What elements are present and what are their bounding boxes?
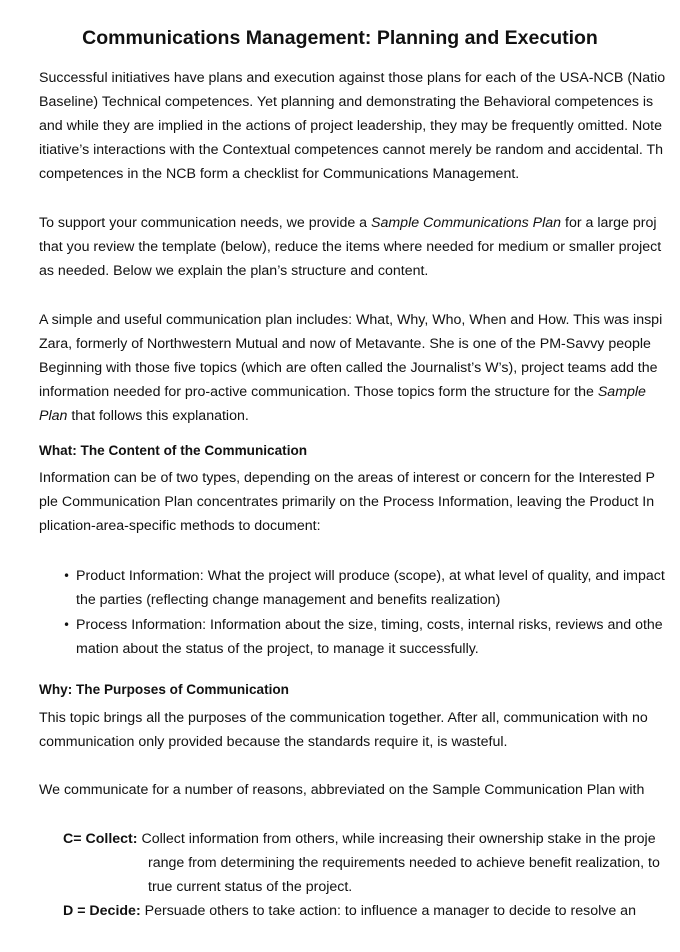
what-line-2: ple Communication Plan concentrates primarily on the Process Information, leaving the Product In [39, 494, 655, 510]
collect-term: C= Collect: [63, 831, 138, 847]
paragraph-2-line-1: To support your communication needs, we provide a Sample Communications Plan for a large proj [39, 215, 657, 231]
paragraph-2-line-3: as needed. Below we explain the plan’s structure and content. [39, 263, 429, 279]
paragraph-3-line-5: Plan that follows this explanation. [39, 408, 249, 424]
section-heading-what: What: The Content of the Communication [39, 443, 308, 458]
bullet-process-line-1: Process Information: Information about the size, timing, costs, internal risks, reviews and othe [76, 617, 663, 633]
paragraph-1-line-3: and while they are implied in the actions of project leadership, they may be frequently omitted. Note [39, 118, 663, 134]
page-title: Communications Management: Planning and Execution [82, 27, 598, 49]
sample-emphasis: Sample [597, 384, 646, 400]
bullet-product-line-1: Product Information: What the project will produce (scope), at what level of quality, and impact [76, 568, 665, 584]
what-line-1: Information can be of two types, depending on the areas of interest or concern for the Interested P [39, 470, 655, 486]
section-heading-why: Why: The Purposes of Communication [39, 682, 289, 697]
bullet-product-line-2: the parties (reflecting change management and benefits realization) [76, 592, 501, 608]
paragraph-1-line-5: competences in the NCB form a checklist for Communications Management. [39, 166, 520, 182]
paragraph-2-line-2: that you review the template (below), reduce the items where needed for medium or smaller project [39, 239, 662, 255]
collect-line-1: C= Collect: Collect information from others, while increasing their ownership stake in the proje [63, 831, 656, 847]
what-line-3: plication-area-specific methods to document: [39, 518, 321, 534]
paragraph-3-line-1: A simple and useful communication plan includes: What, Why, Who, When and How. This was inspi [39, 312, 663, 328]
why-line-1: This topic brings all the purposes of the communication together. After all, communication with no [39, 710, 648, 726]
paragraph-1-line-4: itiative’s interactions with the Contextual competences cannot merely be random and accidental. Th [39, 142, 664, 158]
paragraph-3-line-2: Zara, formerly of Northwestern Mutual and now of Metavante. She is one of the PM-Savvy people [39, 336, 651, 352]
collect-line-2: range from determining the requirements needed to achieve benefit realization, to [148, 855, 660, 871]
sample-plan-emphasis: Sample Communications Plan [371, 215, 562, 231]
bullet-icon: • [63, 569, 71, 583]
decide-line-1: D = Decide: Persuade others to take action: to influence a manager to decide to resolve an [63, 903, 636, 919]
paragraph-1-line-1: Successful initiatives have plans and execution against those plans for each of the USA-NCB (Natio [39, 70, 666, 86]
paragraph-1-line-2: Baseline) Technical competences. Yet planning and demonstrating the Behavioral competences is [39, 94, 654, 110]
why-line-2: communication only provided because the standards require it, is wasteful. [39, 734, 508, 750]
decide-term: D = Decide: [63, 903, 141, 919]
plan-emphasis: Plan [39, 408, 68, 424]
bullet-process-line-2: mation about the status of the project, to manage it successfully. [76, 641, 479, 657]
bullet-icon: • [63, 618, 71, 632]
collect-line-3: true current status of the project. [148, 879, 353, 895]
paragraph-3-line-4: information needed for pro-active communication. Those topics form the structure for the Sample [39, 384, 646, 400]
paragraph-3-line-3: Beginning with those five topics (which are often called the Journalist’s W’s), project teams add the [39, 360, 658, 376]
why-intro: We communicate for a number of reasons, abbreviated on the Sample Communication Plan with [39, 782, 645, 798]
